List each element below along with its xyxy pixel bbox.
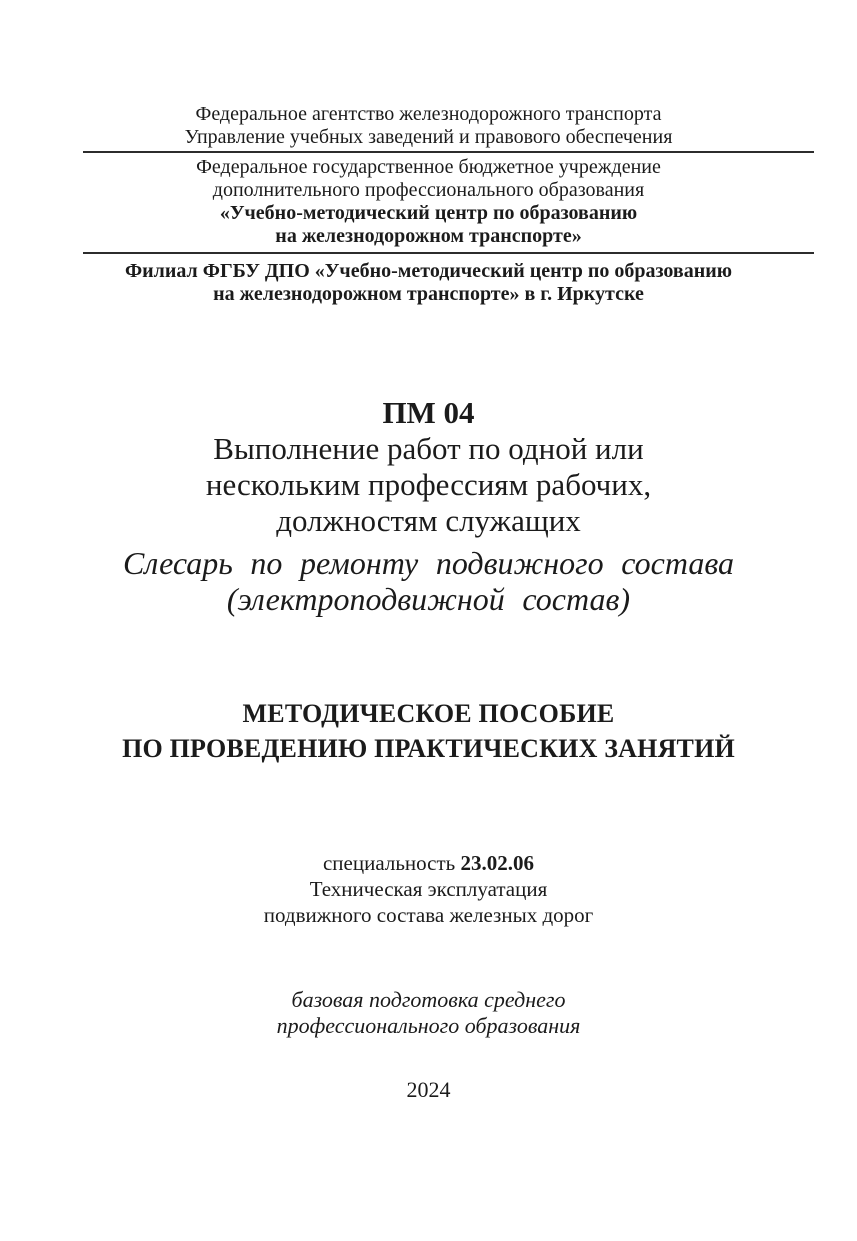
preparation-block <box>0 987 857 1039</box>
module-title-line: должностям служащих <box>276 503 581 538</box>
branch-block <box>0 260 857 306</box>
profession-line: Слесарь по ремонту подвижного состава <box>123 545 734 581</box>
publication-year: 2024 <box>406 1077 451 1102</box>
subject-line: МЕТОДИЧЕСКОЕ ПОСОБИЕ <box>242 699 615 728</box>
subject-heading <box>0 696 857 766</box>
agency-line: Управление учебных заведений и правового обеспечения <box>184 126 673 148</box>
agency-block <box>0 103 857 149</box>
branch-line: на железнодорожном транспорте» в г. Иркутске <box>213 283 644 305</box>
institution-block <box>0 156 857 248</box>
agency-line: Федеральное агентство железнодорожного транспорта <box>195 103 662 125</box>
specialty-block <box>0 850 857 928</box>
preparation-line: базовая подготовка среднего <box>291 987 566 1012</box>
profession-subtitle <box>0 545 857 617</box>
specialty-label: специальность <box>322 851 461 875</box>
specialty-name-line: подвижного состава железных дорог <box>263 903 594 927</box>
profession-line: (электроподвижной состав) <box>226 581 631 617</box>
branch-line: Филиал ФГБУ ДПО «Учебно-методический центр по образованию <box>124 260 733 282</box>
horizontal-rule <box>83 252 814 254</box>
institution-line-bold: на железнодорожном транспорте» <box>275 225 582 247</box>
specialty-name-line: Техническая эксплуатация <box>309 877 548 901</box>
preparation-line: профессионального образования <box>276 1013 581 1038</box>
module-code: ПМ 04 <box>382 395 475 430</box>
institution-line: Федеральное государственное бюджетное учреждение <box>196 156 661 178</box>
main-title-block <box>0 395 857 617</box>
institution-line: дополнительного профессионального образования <box>212 179 645 201</box>
horizontal-rule <box>83 151 814 153</box>
specialty-code: 23.02.06 <box>460 851 534 875</box>
subject-line: ПО ПРОВЕДЕНИЮ ПРАКТИЧЕСКИХ ЗАНЯТИЙ <box>122 734 735 763</box>
module-title-line: нескольким профессиям рабочих, <box>205 467 652 502</box>
module-title-line: Выполнение работ по одной или <box>213 431 644 466</box>
institution-line-bold: «Учебно-методический центр по образованию <box>219 202 638 224</box>
specialty-code-line <box>0 850 857 876</box>
